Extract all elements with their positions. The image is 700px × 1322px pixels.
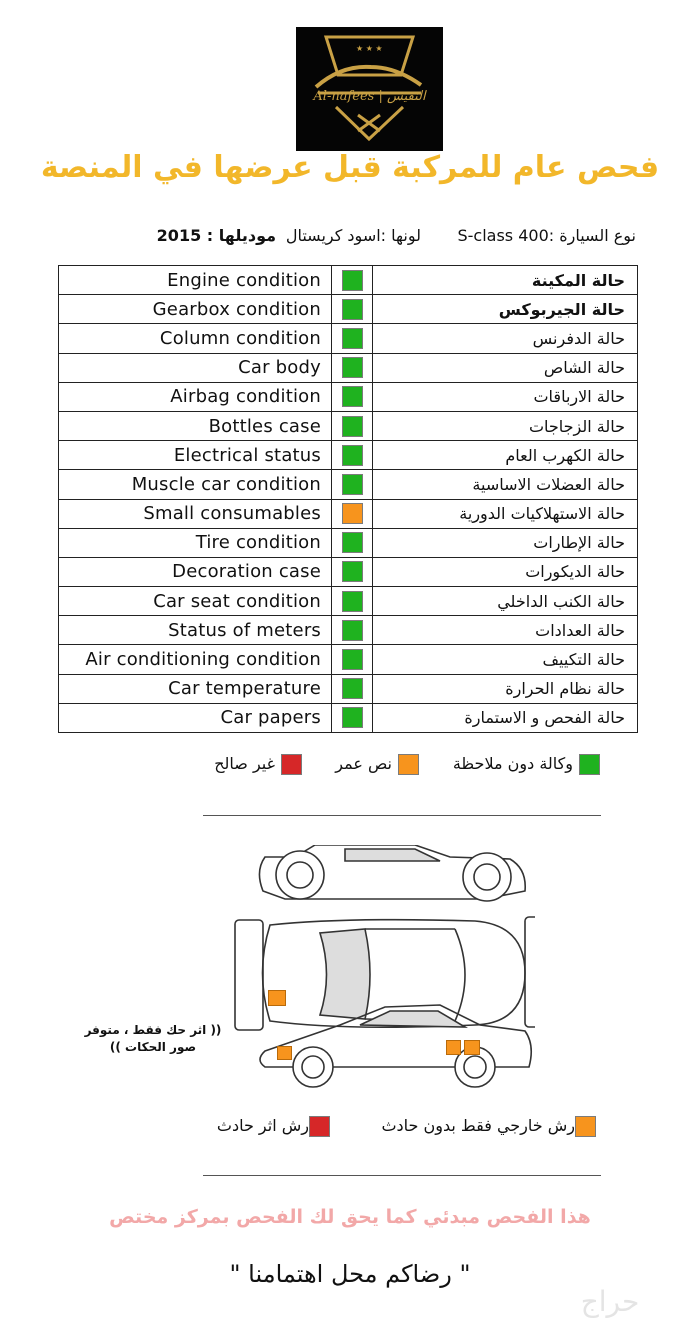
- green-status-square-icon: [342, 416, 363, 437]
- legend-red: [214, 754, 302, 775]
- legend-orange: [335, 754, 419, 775]
- green-status-square-icon: [342, 328, 363, 349]
- status-cell: [332, 499, 373, 528]
- logo-text: Al-nafees | النفيس: [313, 89, 426, 104]
- status-cell: [332, 411, 373, 440]
- damage-marker-front: [277, 1046, 292, 1060]
- car-model-year: موديلها : 2015: [156, 226, 276, 245]
- green-status-square-icon: [342, 591, 363, 612]
- table-row: [59, 441, 638, 470]
- status-cell: [332, 441, 373, 470]
- legend2-orange: [381, 1116, 596, 1137]
- orange-square-icon: [398, 754, 419, 775]
- green-status-square-icon: [342, 386, 363, 407]
- green-status-square-icon: [342, 649, 363, 670]
- status-cell: [332, 324, 373, 353]
- green-status-square-icon: [342, 445, 363, 466]
- table-row: [59, 324, 638, 353]
- table-row: [59, 528, 638, 557]
- table-row: [59, 645, 638, 674]
- condition-english: Electrical status: [59, 441, 332, 470]
- table-row: [59, 674, 638, 703]
- condition-english: Small consumables: [59, 499, 332, 528]
- condition-arabic: حالة الديكورات: [373, 557, 638, 586]
- red-square-icon: [309, 1116, 330, 1137]
- condition-arabic: حالة الارباقات: [373, 382, 638, 411]
- damage-marker-door-2: [464, 1040, 480, 1055]
- condition-arabic: حالة نظام الحرارة: [373, 674, 638, 703]
- diagram-note: (( اثر حك فقط ، متوفر صور الحكات )): [84, 1023, 222, 1054]
- condition-english: Airbag condition: [59, 382, 332, 411]
- haraj-watermark-logo: [530, 1283, 690, 1319]
- condition-english: Decoration case: [59, 557, 332, 586]
- condition-english: Status of meters: [59, 616, 332, 645]
- table-row: [59, 266, 638, 295]
- green-status-square-icon: [342, 678, 363, 699]
- status-cell: [332, 674, 373, 703]
- condition-english: Gearbox condition: [59, 295, 332, 324]
- damage-marker-plan: [268, 990, 286, 1006]
- divider-bottom: [203, 1175, 601, 1176]
- condition-english: Engine condition: [59, 266, 332, 295]
- green-square-icon: [579, 754, 600, 775]
- table-row: [59, 703, 638, 732]
- table-row: [59, 470, 638, 499]
- company-logo: [296, 27, 443, 151]
- condition-english: Car papers: [59, 703, 332, 732]
- condition-arabic: حالة الإطارات: [373, 528, 638, 557]
- car-damage-diagram: [225, 845, 535, 1095]
- status-cell: [332, 587, 373, 616]
- watermark-text: حراج: [580, 1285, 640, 1318]
- condition-arabic: حالة الاستهلاكيات الدورية: [373, 499, 638, 528]
- condition-arabic: حالة الدفرنس: [373, 324, 638, 353]
- legend-orange-label: نص عمر: [335, 754, 392, 773]
- status-cell: [332, 470, 373, 499]
- condition-arabic: حالة الكنب الداخلي: [373, 587, 638, 616]
- table-row: [59, 353, 638, 382]
- table-row: [59, 616, 638, 645]
- green-status-square-icon: [342, 532, 363, 553]
- condition-english: Car seat condition: [59, 587, 332, 616]
- condition-arabic: حالة العدادات: [373, 616, 638, 645]
- disclaimer-text: هذا الفحص مبدئي كما يحق لك الفحص بمركز مختص: [109, 1206, 591, 1228]
- condition-arabic: حالة الكهرب العام: [373, 441, 638, 470]
- table-row: [59, 295, 638, 324]
- condition-english: Bottles case: [59, 411, 332, 440]
- green-status-square-icon: [342, 299, 363, 320]
- legend2-orange-label: رش خارجي فقط بدون حادث: [381, 1116, 575, 1135]
- table-row: [59, 557, 638, 586]
- closing-text: " رضاكم محل اهتمامنا ": [229, 1260, 471, 1288]
- green-status-square-icon: [342, 270, 363, 291]
- legend-red-label: غير صالح: [214, 754, 275, 773]
- status-cell: [332, 295, 373, 324]
- status-cell: [332, 353, 373, 382]
- damage-marker-door-1: [446, 1040, 461, 1055]
- table-row: [59, 587, 638, 616]
- svg-text:★ ★ ★: ★ ★ ★: [356, 44, 383, 53]
- condition-english: Air conditioning condition: [59, 645, 332, 674]
- status-cell: [332, 645, 373, 674]
- car-color: لونها :اسود كريستال: [285, 226, 421, 245]
- status-cell: [332, 266, 373, 295]
- condition-english: Muscle car condition: [59, 470, 332, 499]
- page-headline: فحص عام للمركبة قبل عرضها في المنصة: [40, 150, 660, 185]
- legend-green-label: وكالة دون ملاحظة: [452, 754, 573, 773]
- table-row: [59, 382, 638, 411]
- car-info: [40, 226, 636, 252]
- legend-green: [453, 754, 600, 775]
- condition-arabic: حالة الزجاجات: [373, 411, 638, 440]
- orange-status-square-icon: [342, 503, 363, 524]
- legend2-red: [217, 1116, 330, 1137]
- divider-top: [203, 815, 601, 816]
- status-cell: [332, 703, 373, 732]
- legend2-red-label: رش اثر حادث: [216, 1116, 309, 1135]
- car-type: نوع السيارة :400 S-class: [457, 226, 636, 245]
- condition-arabic: حالة العضلات الاساسية: [373, 470, 638, 499]
- condition-arabic: حالة التكييف: [373, 645, 638, 674]
- table-row: [59, 411, 638, 440]
- orange-square-icon: [575, 1116, 596, 1137]
- condition-arabic: حالة المكينة: [373, 266, 638, 295]
- green-status-square-icon: [342, 561, 363, 582]
- conditions-table: [58, 265, 638, 733]
- condition-english: Column condition: [59, 324, 332, 353]
- green-status-square-icon: [342, 474, 363, 495]
- green-status-square-icon: [342, 707, 363, 728]
- red-square-icon: [281, 754, 302, 775]
- status-cell: [332, 382, 373, 411]
- status-cell: [332, 557, 373, 586]
- status-cell: [332, 528, 373, 557]
- condition-english: Tire condition: [59, 528, 332, 557]
- condition-arabic: حالة الشاص: [373, 353, 638, 382]
- green-status-square-icon: [342, 357, 363, 378]
- green-status-square-icon: [342, 620, 363, 641]
- condition-english: Car body: [59, 353, 332, 382]
- condition-english: Car temperature: [59, 674, 332, 703]
- status-cell: [332, 616, 373, 645]
- condition-arabic: حالة الفحص و الاستمارة: [373, 703, 638, 732]
- condition-arabic: حالة الجيربوكس: [373, 295, 638, 324]
- table-row: [59, 499, 638, 528]
